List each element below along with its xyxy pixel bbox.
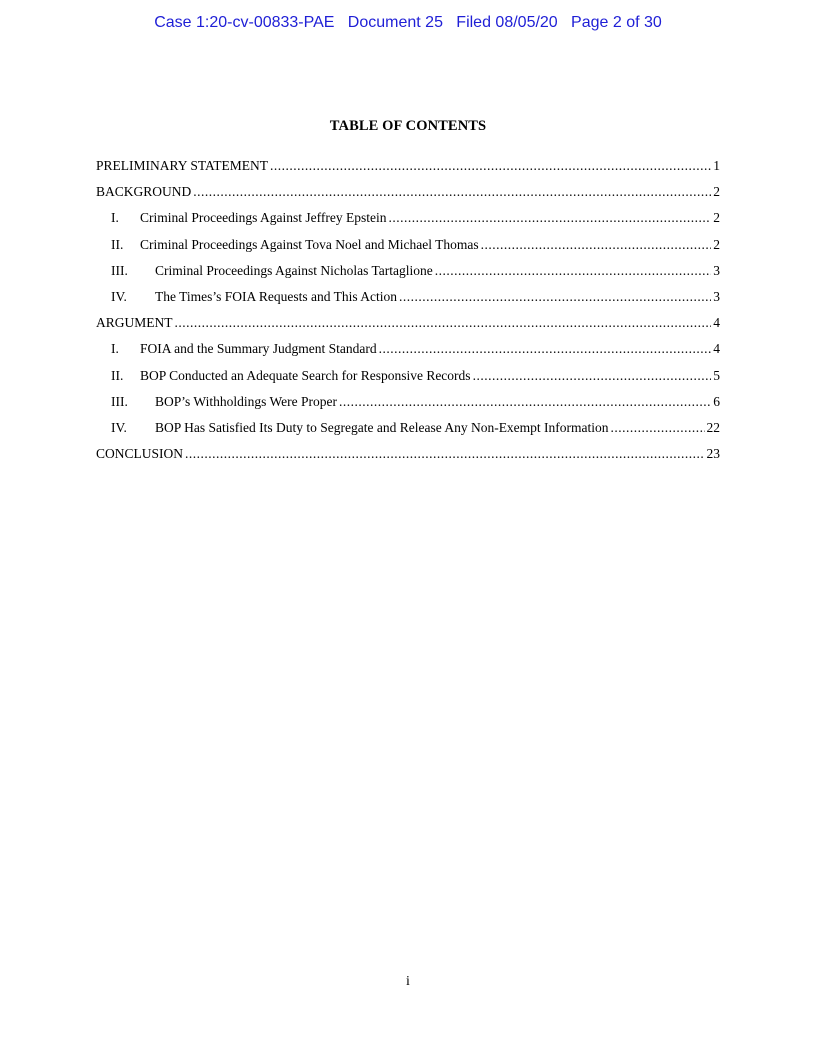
toc-entry[interactable] — [96, 418, 720, 444]
toc-entry-number: IV. — [111, 288, 127, 304]
toc-entry-number: I. — [111, 341, 119, 357]
toc-entry-page: 4 — [713, 315, 720, 331]
toc-entry-text: Criminal Proceedings Against Jeffrey Epstein — [140, 210, 387, 226]
toc-entry-number: II. — [111, 367, 124, 383]
toc-entry-text: BACKGROUND — [96, 184, 192, 200]
toc-entry[interactable] — [96, 182, 720, 208]
toc-dot-leader — [435, 261, 711, 281]
toc-entry-text: BOP Has Satisfied Its Duty to Segregate and Release Any Non-Exempt Information — [155, 419, 609, 435]
toc-entry-page: 2 — [713, 210, 720, 226]
toc-entry-number: IV. — [111, 419, 127, 435]
toc-entry-text: Criminal Proceedings Against Tova Noel and Michael Thomas — [140, 236, 479, 252]
toc-entry[interactable] — [96, 392, 720, 418]
toc-entry-text: PRELIMINARY STATEMENT — [96, 158, 269, 173]
toc-entry-text: ARGUMENT — [96, 315, 173, 331]
toc-dot-leader — [481, 235, 712, 255]
toc-entry-page: 1 — [713, 158, 720, 173]
toc-dot-leader — [379, 339, 712, 359]
toc-entry-text: BOP Conducted an Adequate Search for Responsive Records — [140, 367, 471, 383]
case-header: Case 1:20-cv-00833-PAE Document 25 Filed 08/05/20 Page 2 of 30 — [154, 14, 662, 31]
toc-entry-page: 3 — [713, 262, 720, 278]
toc-entry[interactable] — [96, 156, 720, 182]
toc-dot-leader — [270, 156, 711, 176]
toc-entry-text: BOP’s Withholdings Were Proper — [155, 393, 337, 409]
toc-entry[interactable] — [96, 235, 720, 261]
toc-dot-leader — [193, 182, 711, 202]
toc-entry-text: CONCLUSION — [96, 446, 184, 462]
toc-list — [96, 156, 720, 470]
toc-entry-page: 22 — [706, 419, 720, 435]
toc-dot-leader — [339, 392, 711, 412]
toc-entry-page: 6 — [713, 393, 720, 409]
toc-entry[interactable] — [96, 261, 720, 287]
toc-entry-number: II. — [111, 236, 124, 252]
toc-entry[interactable] — [96, 339, 720, 365]
toc-entry[interactable] — [96, 444, 720, 470]
toc-dot-leader — [611, 418, 705, 438]
toc-entry-page: 23 — [706, 446, 720, 462]
toc-entry-page: 4 — [713, 341, 720, 357]
toc-dot-leader — [473, 366, 712, 386]
toc-entry-number: III. — [111, 262, 128, 278]
toc-entry[interactable] — [96, 287, 720, 313]
toc-entry-text: The Times’s FOIA Requests and This Action — [155, 288, 398, 304]
toc-dot-leader — [388, 208, 711, 228]
toc-entry-number: III. — [111, 393, 128, 409]
toc-dot-leader — [175, 313, 712, 333]
toc-entry-text: FOIA and the Summary Judgment Standard — [140, 341, 377, 357]
toc-title: TABLE OF CONTENTS — [329, 118, 487, 134]
toc-dot-leader — [185, 444, 704, 464]
toc-entry-number: I. — [111, 210, 119, 226]
toc-dot-leader — [399, 287, 711, 307]
toc-entry-text: Criminal Proceedings Against Nicholas Tartaglione — [155, 262, 433, 278]
page-number: i — [406, 974, 410, 989]
toc-entry-page: 5 — [713, 367, 720, 383]
toc-entry-page: 2 — [713, 236, 720, 252]
toc-entry[interactable] — [96, 366, 720, 392]
toc-entry[interactable] — [96, 208, 720, 234]
toc-entry[interactable] — [96, 313, 720, 339]
toc-entry-page: 3 — [713, 288, 720, 304]
toc-entry-page: 2 — [713, 184, 720, 200]
